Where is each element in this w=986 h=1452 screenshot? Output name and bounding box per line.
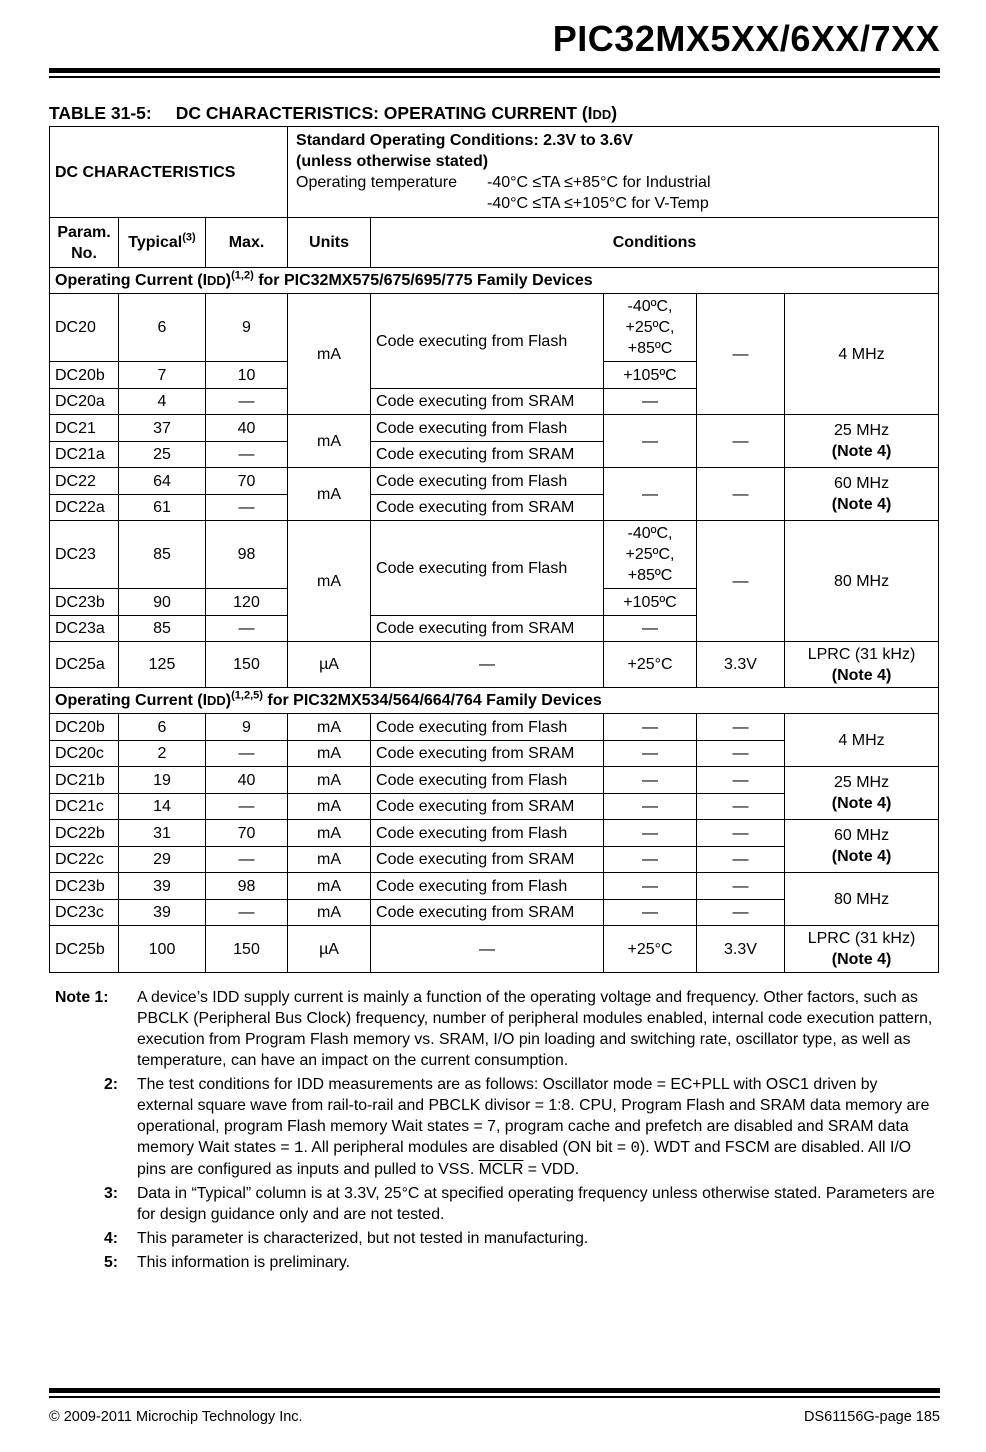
footer-rule-thin — [49, 1396, 940, 1398]
table-row: DC22a 61 — Code executing from SRAM — [50, 495, 939, 521]
section-header-2: Operating Current (IDD)$^{(1,2,5)}$ for PIC32MX534/564/664/764 Family Devices — [50, 688, 939, 714]
table-row: DC21b 19 40 mA Code executing from Flash — — 25 MHz (Note 4) — [50, 767, 939, 794]
table-row: DC23b 90 120 +105ºC — [50, 589, 939, 616]
note-5: 5: This information is preliminary. — [103, 1254, 351, 1271]
temp-label: Operating temperature — [296, 174, 457, 191]
table-row: DC20 6 9 mA Code executing from Flash -40ºC, +25ºC, +85ºC — 4 MHz — [50, 294, 939, 362]
temp-cell: -40ºC, +25ºC, +85ºC — [604, 521, 697, 589]
table-row: DC22 64 70 mA Code executing from Flash — — 60 MHz (Note 4) — [50, 468, 939, 495]
table-row: DC20a 4 — Code executing from SRAM — — [50, 389, 939, 415]
table-row: DC23a 85 — Code executing from SRAM — — [50, 616, 939, 642]
table-row: DC25b 100 150 µA — +25°C 3.3V LPRC (31 kHz) (Note 4) — [50, 926, 939, 973]
temp-cell: -40ºC, +25ºC, +85ºC — [604, 294, 697, 362]
table-row: DC23b 39 98 mA Code executing from Flash — — 80 MHz — [50, 873, 939, 900]
table-notes — [55, 987, 935, 1276]
footer-copyright: © 2009-2011 Microchip Technology Inc. — [49, 1409, 303, 1425]
header-rule — [49, 68, 940, 73]
footer-page: DS61156G-page 185 — [804, 1409, 940, 1425]
dc-characteristics-label: DC CHARACTERISTICS — [50, 127, 288, 218]
table-row: DC22c 29 — mA Code executing from SRAM — — — [50, 847, 939, 873]
note-2: 2: The test conditions for IDD measurements are as follows: Oscillator mode = EC+PLL with OSC1 driven by external square wave from rail-to-rail and PBCLK divisor = 1:8. CPU, Program Flash and SRAM data memory are operational, program Flash memory Wait states = 7, program cache and prefetch are disabled and SRAM data memory Wait states = 1. All peripheral modules are disabled (ON bit = 0). WDT and FSCM are disabled. All I/O pins are configured as inputs and pulled to VSS. MCLR = VDD. — [103, 1076, 930, 1178]
note-4: 4: This parameter is characterized, but not tested in manufacturing. — [103, 1230, 589, 1247]
temp-vtemp: -40°C ≤TA ≤+105°C for V-Temp — [487, 195, 709, 212]
std-conditions-row — [50, 127, 939, 218]
table-row: DC22b 31 70 mA Code executing from Flash — — 60 MHz (Note 4) — [50, 820, 939, 847]
column-header-row — [50, 218, 939, 268]
table-caption — [49, 103, 617, 124]
std-line2: (unless otherwise stated) — [296, 153, 489, 170]
dc-characteristics-table — [49, 126, 939, 973]
note-3: 3: Data in “Typical” column is at 3.3V, 25°C at specified operating frequency unless otherwise stated. Parameters are for design guidance only and are not tested. — [103, 1185, 935, 1223]
document-title: PIC32MX5XX/6XX/7XX — [552, 18, 940, 59]
section-header-1: Operating Current (IDD)$^{(1,2)}$ for PIC32MX575/675/695/775 Family Devices — [50, 268, 939, 294]
table-name: DC CHARACTERISTICS: OPERATING CURRENT (IDD) — [175, 103, 618, 123]
table-row: DC21a 25 — Code executing from SRAM — [50, 442, 939, 468]
col-units: Units — [288, 218, 371, 268]
note-1: Note 1: A device’s IDD supply current is mainly a function of the operating voltage and frequency. Other factors, such as PBCLK (Peripheral Bus Clock) frequency, number of peripheral modules enabled, internal code execution pattern, execution from Program Flash memory vs. SRAM, I/O pin loading and switching rate, oscillator type, as well as temperature, can have an impact on the current consumption. — [55, 989, 933, 1069]
std-conditions — [288, 127, 939, 218]
table-row: DC21c 14 — mA Code executing from SRAM — — — [50, 794, 939, 820]
temp-industrial: -40°C ≤TA ≤+85°C for Industrial — [487, 174, 711, 191]
table-row: DC20c 2 — mA Code executing from SRAM — — — [50, 741, 939, 767]
table-row: DC20b 6 9 mA Code executing from Flash — — 4 MHz — [50, 714, 939, 741]
col-typical: Typical$^{(3)}$ — [119, 218, 206, 268]
table-row: DC23 85 98 mA Code executing from Flash -40ºC, +25ºC, +85ºC — 80 MHz — [50, 521, 939, 589]
table-row: DC20b 7 10 +105ºC — [50, 362, 939, 389]
table-row: DC25a 125 150 µA — +25°C 3.3V LPRC (31 kHz) (Note 4) — [50, 642, 939, 688]
col-conditions: Conditions — [371, 218, 939, 268]
header-rule-thin — [49, 76, 940, 78]
col-param: Param. No. — [50, 218, 119, 268]
col-max: Max. — [206, 218, 288, 268]
table-number: TABLE 31-5: — [49, 103, 152, 123]
table-row: DC23c 39 — mA Code executing from SRAM — — — [50, 900, 939, 926]
std-line1: Standard Operating Conditions: 2.3V to 3.6V — [296, 132, 633, 149]
table-row: DC21 37 40 mA Code executing from Flash — — 25 MHz (Note 4) — [50, 415, 939, 442]
footer-rule — [49, 1388, 940, 1393]
